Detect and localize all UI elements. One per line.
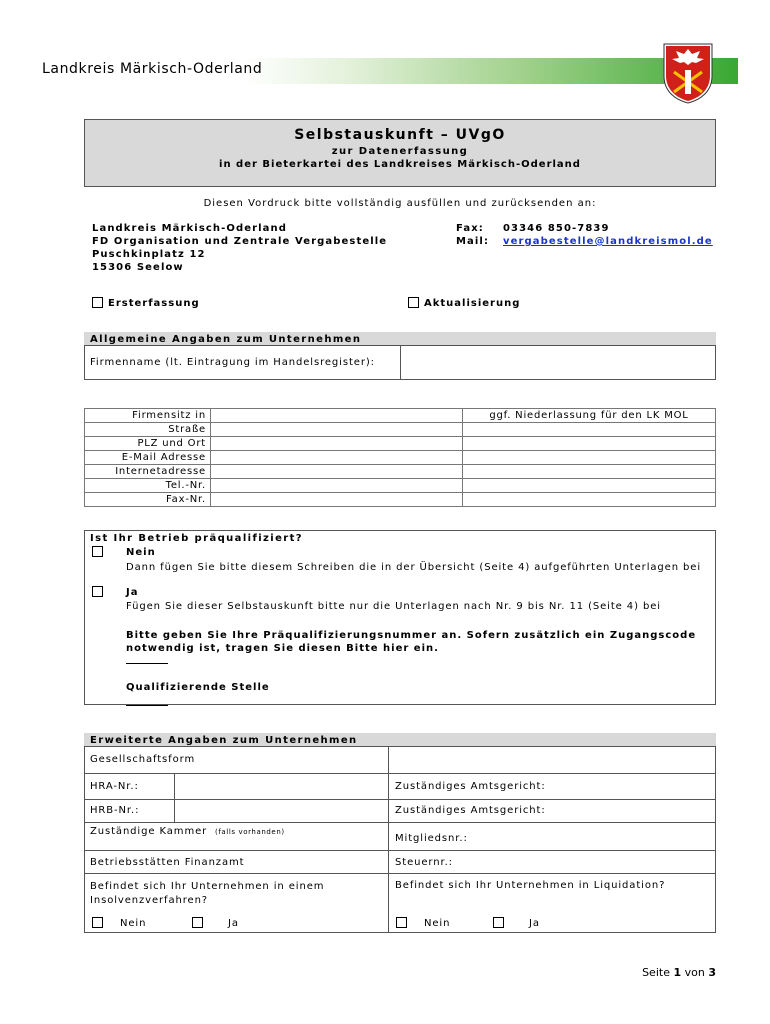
company-name-divider — [400, 346, 401, 380]
page-number — [642, 966, 716, 979]
insolvency-question: Befindet sich Ihr Unternehmen in einem Insolvenzverfahren? — [90, 881, 325, 906]
fax-label: Fax: — [456, 223, 484, 234]
row-label: Internetadresse — [85, 465, 211, 479]
table-row — [85, 493, 716, 507]
field-input[interactable] — [211, 409, 463, 423]
form-subtitle-1: zur Datenerfassung — [331, 146, 469, 157]
tax-no-label: Steuernr.: — [395, 857, 453, 868]
hrb-label: HRB-Nr.: — [90, 805, 140, 816]
table-row — [85, 437, 716, 451]
prequal-number-input[interactable] — [126, 648, 286, 664]
page-separator: von — [684, 966, 705, 979]
insolvency-no-checkbox[interactable] — [92, 917, 103, 928]
form-subtitle-2: in der Bieterkartei des Landkreises Märkisch-Oderland — [219, 159, 581, 170]
legal-form-label: Gesellschaftsform — [90, 754, 196, 765]
aktualisierung-label: Aktualisierung — [424, 298, 521, 309]
row-label: PLZ und Ort — [85, 437, 211, 451]
qualifying-body-line — [126, 705, 168, 706]
table-row — [85, 409, 716, 423]
field-input[interactable] — [211, 479, 463, 493]
prequal-note: Bitte geben Sie Ihre Präqualifizierungsnummer an. Sofern zusätzlich ein Zugangscode notwendig ist, tragen Sie diesen Bitte hier ein. — [126, 630, 697, 654]
prequal-yes-label: Ja — [126, 587, 139, 598]
prequal-no-checkbox[interactable] — [92, 546, 103, 557]
liquidation-no-checkbox[interactable] — [396, 917, 407, 928]
ersterfassung-checkbox[interactable] — [92, 297, 103, 308]
row-label: E-Mail Adresse — [85, 451, 211, 465]
field-input[interactable] — [211, 423, 463, 437]
hra-court-label: Zuständiges Amtsgericht: — [395, 781, 546, 792]
chamber-label: Zuständige Kammer — [90, 826, 208, 837]
divider — [84, 850, 716, 851]
divider — [84, 822, 716, 823]
divider — [84, 873, 716, 874]
liquidation-yes-label: Ja — [529, 918, 540, 929]
divider — [84, 799, 716, 800]
field-input[interactable] — [211, 493, 463, 507]
address-table — [84, 408, 716, 507]
qualifying-body-label: Qualifizierende Stelle — [126, 682, 270, 693]
table-row — [85, 451, 716, 465]
prequal-no-label: Nein — [126, 547, 156, 558]
branch-input[interactable] — [463, 465, 716, 479]
field-input[interactable] — [211, 465, 463, 479]
address-line-4: 15306 Seelow — [92, 262, 184, 273]
aktualisierung-checkbox[interactable] — [408, 297, 419, 308]
extended-heading: Erweiterte Angaben zum Unternehmen — [90, 735, 358, 746]
legal-form-input[interactable] — [390, 748, 714, 772]
address-line-2: FD Organisation und Zentrale Vergabestelle — [92, 236, 388, 247]
ersterfassung-label: Ersterfassung — [108, 298, 200, 309]
fax-value: 03346 850-7839 — [503, 223, 610, 234]
row-label: Tel.-Nr. — [85, 479, 211, 493]
tax-office-label: Betriebsstätten Finanzamt — [90, 857, 245, 868]
mail-label: Mail: — [456, 236, 490, 247]
insolvency-yes-label: Ja — [228, 918, 239, 929]
field-input[interactable] — [211, 437, 463, 451]
liquidation-no-label: Nein — [424, 918, 451, 929]
liquidation-question: Befindet sich Ihr Unternehmen in Liquidation? — [395, 880, 666, 891]
form-title: Selbstauskunft – UVgO — [294, 127, 506, 143]
address-line-3: Puschkinplatz 12 — [92, 249, 206, 260]
branch-input[interactable] — [463, 423, 716, 437]
insolvency-yes-checkbox[interactable] — [192, 917, 203, 928]
page-total: 3 — [708, 966, 716, 979]
divider — [388, 747, 389, 933]
prequal-yes-text: Fügen Sie dieser Selbstauskunft bitte nur die Unterlagen nach Nr. 9 bis Nr. 11 (Seite 4) bei — [126, 601, 661, 612]
row-label: Fax-Nr. — [85, 493, 211, 507]
member-no-label: Mitgliedsnr.: — [395, 833, 468, 844]
hrb-court-label: Zuständiges Amtsgericht: — [395, 805, 546, 816]
prequal-question: Ist Ihr Betrieb präqualifiziert? — [90, 533, 303, 544]
company-name-label: Firmenname (lt. Eintragung im Handelsregister): — [90, 357, 375, 368]
row-label: Firmensitz in — [85, 409, 211, 423]
branch-input[interactable] — [463, 479, 716, 493]
prequal-section — [84, 530, 716, 705]
page-current: 1 — [673, 966, 682, 979]
branch-header: ggf. Niederlassung für den LK MOL — [463, 409, 716, 423]
hrb-input[interactable] — [176, 801, 386, 821]
table-row — [85, 479, 716, 493]
liquidation-yes-checkbox[interactable] — [493, 917, 504, 928]
branch-input[interactable] — [463, 437, 716, 451]
insolvency-no-label: Nein — [120, 918, 147, 929]
instruction-text: Diesen Vordruck bitte vollständig ausfüllen und zurücksenden an: — [203, 198, 597, 209]
page-prefix: Seite — [642, 966, 670, 979]
company-name-input[interactable] — [402, 348, 714, 378]
general-heading: Allgemeine Angaben zum Unternehmen — [90, 334, 362, 345]
branch-input[interactable] — [463, 451, 716, 465]
prequal-no-text: Dann fügen Sie bitte diesem Schreiben die in der Übersicht (Seite 4) aufgeführten Unterlagen bei — [126, 562, 701, 573]
row-label: Straße — [85, 423, 211, 437]
divider — [84, 773, 716, 774]
table-row — [85, 465, 716, 479]
prequal-yes-checkbox[interactable] — [92, 586, 103, 597]
chamber-note: (falls vorhanden) — [215, 828, 285, 836]
header-title: Landkreis Märkisch-Oderland — [42, 61, 263, 77]
mail-link[interactable]: vergabestelle@landkreismol.de — [503, 236, 713, 247]
hra-label: HRA-Nr.: — [90, 781, 139, 792]
field-input[interactable] — [211, 451, 463, 465]
hra-input[interactable] — [176, 775, 386, 798]
divider — [174, 773, 175, 822]
address-line-1: Landkreis Märkisch-Oderland — [92, 223, 288, 234]
coat-of-arms-icon — [662, 42, 714, 104]
branch-input[interactable] — [463, 493, 716, 507]
table-row — [85, 423, 716, 437]
